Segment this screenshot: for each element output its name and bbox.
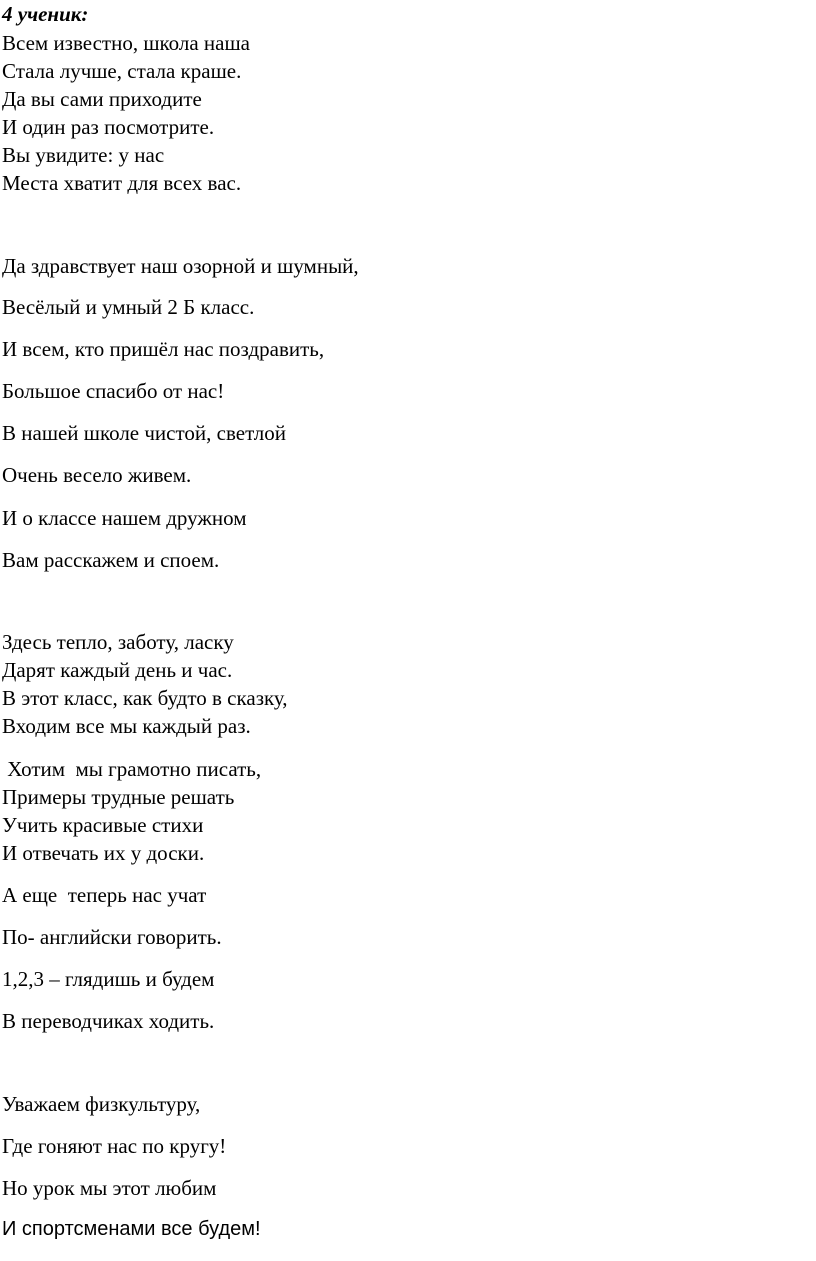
poem-line: И всем, кто пришёл нас поздравить,	[2, 337, 325, 361]
poem-line: В переводчиках ходить.	[2, 1009, 215, 1033]
poem-line: Примеры трудные решать	[2, 785, 235, 809]
poem-line: И спортсменами все будем!	[2, 1218, 261, 1240]
poem-line: 1,2,3 – глядишь и будем	[2, 967, 215, 991]
poem-line: Стала лучше, стала краше.	[2, 59, 242, 83]
poem-line: Да вы сами приходите	[2, 87, 202, 111]
poem-line: И отвечать их у доски.	[2, 841, 205, 865]
poem-line: Хотим мы грамотно писать,	[2, 757, 262, 781]
poem-line: Места хватит для всех вас.	[2, 171, 242, 195]
poem-line: И один раз посмотрите.	[2, 115, 215, 139]
poem-line: Входим все мы каждый раз.	[2, 714, 251, 738]
poem-line: Учить красивые стихи	[2, 813, 204, 837]
poem-line: Вы увидите: у нас	[2, 143, 165, 167]
poem-line: Да здравствует наш озорной и шумный,	[2, 254, 359, 278]
poem-line: В этот класс, как будто в сказку,	[2, 686, 288, 710]
poem-line: Большое спасибо от нас!	[2, 379, 225, 403]
poem-line: Здесь тепло, заботу, ласку	[2, 630, 234, 654]
poem-line: По- английски говорить.	[2, 925, 222, 949]
poem-line: А еще теперь нас учат	[2, 883, 207, 907]
poem-line: И о классе нашем дружном	[2, 506, 247, 530]
poem-line: Весёлый и умный 2 Б класс.	[2, 295, 255, 319]
poem-line: В нашей школе чистой, светлой	[2, 421, 286, 445]
poem-line: Дарят каждый день и час.	[2, 658, 233, 682]
speaker-label: 4 ученик:	[2, 2, 89, 26]
poem-line: Очень весело живем.	[2, 463, 192, 487]
poem-line: Всем известно, школа наша	[2, 31, 250, 55]
poem-line: Где гоняют нас по кругу!	[2, 1134, 227, 1158]
poem-line: Но урок мы этот любим	[2, 1176, 217, 1200]
poem-line: Уважаем физкультуру,	[2, 1092, 201, 1116]
poem-line: Вам расскажем и споем.	[2, 548, 220, 572]
